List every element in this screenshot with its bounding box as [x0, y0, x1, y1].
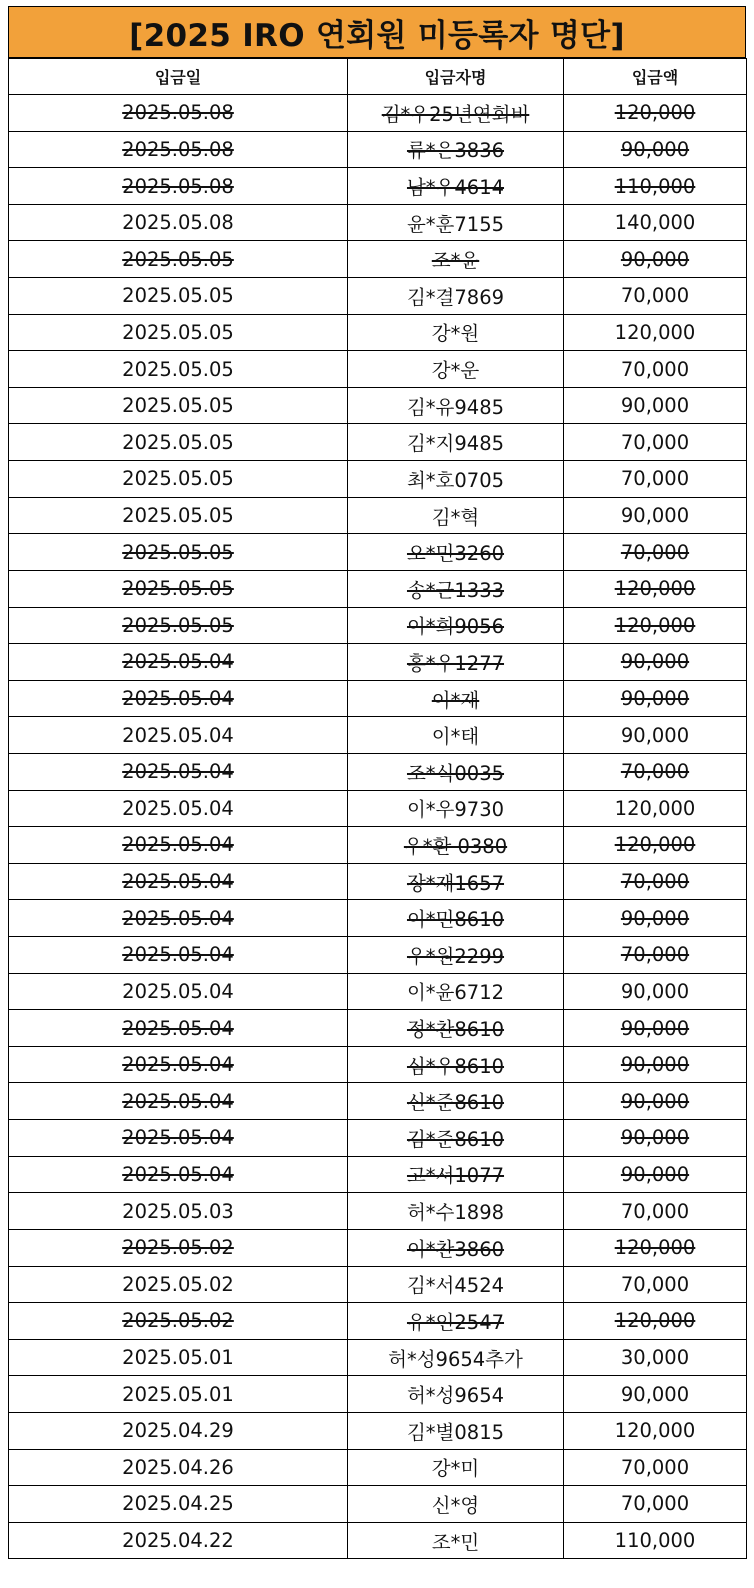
cell-date	[9, 424, 348, 461]
cell-name-text: 신*준8610	[406, 1091, 505, 1115]
cell-date-text: 2025.04.25	[122, 1492, 234, 1516]
cell-date	[9, 278, 348, 315]
table-row	[9, 351, 747, 388]
cell-date-text: 2025.05.04	[122, 723, 234, 747]
cell-amount	[564, 607, 747, 644]
cell-date-text: 2025.05.05	[122, 540, 234, 564]
cell-amount-text: 30,000	[620, 1346, 690, 1370]
cell-amount-text: 140,000	[614, 211, 696, 235]
cell-amount	[564, 1449, 747, 1486]
cell-amount	[564, 1229, 747, 1266]
cell-name-text: 이*윤6712	[406, 981, 505, 1005]
cell-amount	[564, 717, 747, 754]
cell-name	[348, 570, 564, 607]
cell-date-text: 2025.04.29	[122, 1419, 234, 1443]
cell-date-text: 2025.05.04	[122, 870, 234, 894]
cell-amount	[564, 1046, 747, 1083]
cell-name-text: 조*식0035	[406, 761, 505, 785]
cell-name	[348, 1449, 564, 1486]
cell-name	[348, 790, 564, 827]
cell-name	[348, 204, 564, 241]
cell-date	[9, 1522, 348, 1559]
cell-amount	[564, 680, 747, 717]
cell-date	[9, 570, 348, 607]
table-row	[9, 1486, 747, 1523]
cell-amount-text: 70,000	[620, 1272, 690, 1296]
cell-date-text: 2025.05.04	[122, 1126, 234, 1150]
cell-name-text: 이*희9056	[406, 615, 505, 639]
cell-amount-text: 120,000	[614, 833, 696, 857]
cell-amount	[564, 1156, 747, 1193]
cell-amount	[564, 168, 747, 205]
cell-name-text: 류*은3836	[406, 139, 505, 163]
cell-amount	[564, 1522, 747, 1559]
cell-name	[348, 1046, 564, 1083]
table-row	[9, 278, 747, 315]
cell-amount	[564, 204, 747, 241]
cell-amount-text: 70,000	[620, 467, 690, 491]
cell-date	[9, 387, 348, 424]
cell-name-text: 김*유9485	[406, 395, 505, 419]
cell-amount	[564, 1120, 747, 1157]
cell-name	[348, 1229, 564, 1266]
cell-name-text: 이*우9730	[406, 798, 505, 822]
cell-date-text: 2025.05.04	[122, 687, 234, 711]
cell-amount-text: 70,000	[620, 284, 690, 308]
cell-date	[9, 351, 348, 388]
cell-name-text: 김*서4524	[406, 1274, 505, 1298]
cell-name-text: 남*우4614	[406, 176, 505, 200]
table-row	[9, 827, 747, 864]
cell-date-text: 2025.04.22	[122, 1529, 234, 1553]
header-date: 입금일	[9, 59, 348, 95]
cell-name	[348, 534, 564, 571]
table-row	[9, 204, 747, 241]
spreadsheet	[8, 6, 746, 1559]
cell-date-text: 2025.05.02	[122, 1309, 234, 1333]
table-row	[9, 1266, 747, 1303]
cell-name	[348, 973, 564, 1010]
table-row	[9, 1010, 747, 1047]
cell-date	[9, 900, 348, 937]
cell-date	[9, 131, 348, 168]
cell-date	[9, 1229, 348, 1266]
cell-amount-text: 70,000	[620, 870, 690, 894]
cell-amount	[564, 1010, 747, 1047]
cell-amount-text: 110,000	[614, 1529, 696, 1553]
table-row	[9, 973, 747, 1010]
cell-date	[9, 717, 348, 754]
table-row	[9, 1412, 747, 1449]
cell-amount	[564, 1266, 747, 1303]
cell-name	[348, 607, 564, 644]
table-row	[9, 95, 747, 132]
cell-date-text: 2025.05.04	[122, 1016, 234, 1040]
sheet-title: [2025 IRO 연회원 미등록자 명단]	[8, 6, 746, 58]
cell-name-text: 이*찬3860	[406, 1237, 505, 1261]
table-row	[9, 570, 747, 607]
cell-amount-text: 90,000	[620, 979, 690, 1003]
cell-name-text: 조*민	[431, 1530, 480, 1554]
cell-date	[9, 1339, 348, 1376]
table-body	[9, 95, 747, 1559]
cell-name-text: 송*근1333	[406, 578, 505, 602]
cell-amount-text: 120,000	[614, 613, 696, 637]
cell-date	[9, 863, 348, 900]
cell-amount-text: 90,000	[620, 1382, 690, 1406]
table-row	[9, 241, 747, 278]
cell-date-text: 2025.05.04	[122, 833, 234, 857]
cell-amount-text: 70,000	[620, 430, 690, 454]
cell-name	[348, 1339, 564, 1376]
cell-name-text: 강*미	[431, 1457, 480, 1481]
cell-name-text: 이*민8610	[406, 908, 505, 932]
cell-date	[9, 204, 348, 241]
cell-date-text: 2025.05.08	[122, 211, 234, 235]
table-row	[9, 717, 747, 754]
table-row	[9, 1376, 747, 1413]
cell-name	[348, 1120, 564, 1157]
cell-name-text: 조*윤	[431, 249, 480, 273]
cell-amount-text: 90,000	[620, 504, 690, 527]
cell-name-text: 신*영	[431, 1493, 480, 1517]
cell-name-text: 이*태	[431, 725, 480, 749]
cell-name-text: 김*결7869	[406, 285, 505, 309]
cell-date-text: 2025.05.04	[122, 979, 234, 1003]
cell-name-text: 허*수1898	[406, 1201, 505, 1225]
cell-name-text: 김*지9485	[406, 432, 505, 456]
cell-name-text: 김*별0815	[406, 1420, 505, 1444]
cell-date-text: 2025.05.03	[122, 1199, 234, 1223]
header-name: 입금자명	[348, 59, 564, 95]
table-row	[9, 1156, 747, 1193]
cell-amount-text: 110,000	[614, 174, 696, 198]
cell-amount	[564, 900, 747, 937]
cell-date-text: 2025.05.04	[122, 760, 234, 784]
cell-amount	[564, 1412, 747, 1449]
table-row	[9, 1120, 747, 1157]
cell-name	[348, 717, 564, 754]
cell-name-text: 우*환 0380	[403, 834, 508, 858]
cell-date	[9, 168, 348, 205]
table-row	[9, 937, 747, 974]
cell-date-text: 2025.04.26	[122, 1455, 234, 1479]
cell-amount-text: 90,000	[620, 650, 690, 674]
cell-name-text: 홍*우1277	[406, 651, 505, 675]
cell-amount	[564, 753, 747, 790]
cell-date	[9, 497, 348, 534]
cell-amount	[564, 314, 747, 351]
cell-date	[9, 314, 348, 351]
cell-amount	[564, 827, 747, 864]
cell-amount	[564, 863, 747, 900]
cell-name-text: 김*혁	[431, 505, 480, 529]
cell-name-text: 김*우25년연회비	[381, 102, 530, 126]
cell-name	[348, 827, 564, 864]
cell-amount-text: 90,000	[620, 1053, 690, 1077]
cell-amount	[564, 973, 747, 1010]
cell-amount	[564, 387, 747, 424]
cell-date	[9, 753, 348, 790]
cell-name	[348, 1156, 564, 1193]
cell-name-text: 허*성9654	[406, 1384, 505, 1408]
cell-date-text: 2025.05.04	[122, 650, 234, 674]
table-row	[9, 534, 747, 571]
cell-date	[9, 1083, 348, 1120]
cell-date-text: 2025.05.05	[122, 284, 234, 308]
cell-amount	[564, 937, 747, 974]
cell-amount	[564, 790, 747, 827]
table-row	[9, 314, 747, 351]
cell-name	[348, 1083, 564, 1120]
cell-amount-text: 70,000	[620, 540, 690, 564]
cell-name	[348, 680, 564, 717]
cell-date	[9, 827, 348, 864]
cell-date	[9, 1376, 348, 1413]
table-row	[9, 1339, 747, 1376]
cell-date-text: 2025.05.01	[122, 1382, 234, 1406]
cell-name	[348, 314, 564, 351]
cell-date-text: 2025.05.05	[122, 247, 234, 271]
cell-name	[348, 424, 564, 461]
cell-date	[9, 790, 348, 827]
cell-name	[348, 131, 564, 168]
cell-name-text: 강*운	[431, 359, 480, 383]
cell-name-text: 강*원	[431, 322, 480, 346]
cell-date-text: 2025.05.04	[122, 796, 234, 820]
table-row	[9, 1522, 747, 1559]
table-row	[9, 900, 747, 937]
cell-name-text: 이*재	[431, 688, 480, 712]
cell-date	[9, 1449, 348, 1486]
cell-amount	[564, 1303, 747, 1340]
cell-name-text: 오*민3260	[406, 542, 505, 566]
cell-date	[9, 1120, 348, 1157]
cell-name-text: 우*원2299	[406, 944, 505, 968]
cell-name	[348, 1412, 564, 1449]
cell-name	[348, 937, 564, 974]
cell-name	[348, 1522, 564, 1559]
cell-amount-text: 120,000	[614, 1236, 696, 1260]
cell-date-text: 2025.05.04	[122, 1053, 234, 1077]
cell-date	[9, 1010, 348, 1047]
table-row	[9, 1193, 747, 1230]
cell-amount-text: 90,000	[620, 394, 690, 418]
deposit-table	[8, 58, 747, 1559]
cell-amount	[564, 351, 747, 388]
cell-name-text: 윤*훈7155	[406, 212, 505, 236]
cell-date-text: 2025.05.04	[122, 943, 234, 967]
cell-date	[9, 95, 348, 132]
cell-name-text: 최*호0705	[406, 468, 505, 492]
table-row	[9, 790, 747, 827]
cell-date	[9, 1266, 348, 1303]
cell-date-text: 2025.05.05	[122, 504, 234, 527]
cell-name-text: 장*재1657	[406, 871, 505, 895]
cell-date-text: 2025.05.05	[122, 430, 234, 454]
table-row	[9, 387, 747, 424]
cell-name	[348, 1303, 564, 1340]
header-amount: 입금액	[564, 59, 747, 95]
table-row	[9, 1046, 747, 1083]
cell-amount-text: 70,000	[620, 1455, 690, 1479]
cell-date	[9, 461, 348, 498]
table-row	[9, 1449, 747, 1486]
cell-date-text: 2025.05.05	[122, 467, 234, 491]
cell-amount-text: 120,000	[614, 1419, 696, 1443]
cell-amount-text: 90,000	[620, 1016, 690, 1040]
cell-name	[348, 1376, 564, 1413]
cell-amount	[564, 497, 747, 534]
cell-name	[348, 497, 564, 534]
cell-date-text: 2025.05.08	[122, 137, 234, 161]
cell-amount	[564, 1486, 747, 1523]
cell-amount-text: 90,000	[620, 687, 690, 711]
cell-amount	[564, 241, 747, 278]
cell-date	[9, 680, 348, 717]
cell-amount-text: 120,000	[614, 796, 696, 820]
cell-amount-text: 90,000	[620, 1126, 690, 1150]
cell-amount	[564, 278, 747, 315]
cell-amount-text: 120,000	[614, 1309, 696, 1333]
cell-amount	[564, 1339, 747, 1376]
cell-amount	[564, 1376, 747, 1413]
cell-amount	[564, 644, 747, 681]
table-row	[9, 1083, 747, 1120]
cell-name	[348, 1266, 564, 1303]
cell-date-text: 2025.05.05	[122, 613, 234, 637]
cell-name-text: 심*우8610	[406, 1054, 505, 1078]
cell-amount-text: 70,000	[620, 943, 690, 967]
cell-amount-text: 70,000	[620, 357, 690, 381]
cell-amount	[564, 534, 747, 571]
cell-name	[348, 461, 564, 498]
cell-amount-text: 120,000	[614, 577, 696, 601]
table-row	[9, 497, 747, 534]
cell-date-text: 2025.05.05	[122, 357, 234, 381]
cell-date	[9, 644, 348, 681]
cell-name	[348, 387, 564, 424]
cell-amount	[564, 461, 747, 498]
cell-amount-text: 90,000	[620, 723, 690, 747]
table-row	[9, 424, 747, 461]
table-row	[9, 753, 747, 790]
cell-date	[9, 973, 348, 1010]
cell-name	[348, 900, 564, 937]
cell-amount	[564, 1193, 747, 1230]
cell-date	[9, 1486, 348, 1523]
cell-date	[9, 241, 348, 278]
cell-date-text: 2025.05.05	[122, 577, 234, 601]
table-row	[9, 461, 747, 498]
cell-date-text: 2025.05.01	[122, 1346, 234, 1370]
header-row	[9, 59, 747, 95]
cell-name	[348, 168, 564, 205]
cell-amount	[564, 95, 747, 132]
cell-date-text: 2025.05.04	[122, 1089, 234, 1113]
cell-amount-text: 90,000	[620, 137, 690, 161]
cell-amount	[564, 570, 747, 607]
cell-date	[9, 1046, 348, 1083]
cell-amount	[564, 131, 747, 168]
cell-date-text: 2025.05.05	[122, 394, 234, 418]
cell-date-text: 2025.05.08	[122, 174, 234, 198]
cell-name-text: 정*찬8610	[406, 1018, 505, 1042]
cell-name	[348, 1486, 564, 1523]
table-row	[9, 168, 747, 205]
cell-name	[348, 1010, 564, 1047]
cell-amount-text: 70,000	[620, 760, 690, 784]
cell-name	[348, 351, 564, 388]
cell-date	[9, 1412, 348, 1449]
cell-name	[348, 278, 564, 315]
cell-name	[348, 95, 564, 132]
cell-amount	[564, 424, 747, 461]
cell-date-text: 2025.05.08	[122, 101, 234, 125]
cell-amount-text: 90,000	[620, 1089, 690, 1113]
cell-amount-text: 90,000	[620, 906, 690, 930]
table-row	[9, 131, 747, 168]
table-row	[9, 1229, 747, 1266]
cell-name-text: 김*준8610	[406, 1127, 505, 1151]
cell-name	[348, 241, 564, 278]
cell-date	[9, 937, 348, 974]
cell-date-text: 2025.05.02	[122, 1272, 234, 1296]
cell-name	[348, 1193, 564, 1230]
cell-amount	[564, 1083, 747, 1120]
cell-date	[9, 1193, 348, 1230]
cell-date	[9, 607, 348, 644]
table-row	[9, 680, 747, 717]
table-row	[9, 644, 747, 681]
cell-amount-text: 90,000	[620, 247, 690, 271]
cell-amount-text: 120,000	[614, 101, 696, 125]
table-row	[9, 863, 747, 900]
cell-name	[348, 753, 564, 790]
cell-amount-text: 70,000	[620, 1492, 690, 1516]
table-row	[9, 1303, 747, 1340]
cell-date-text: 2025.05.04	[122, 1162, 234, 1186]
cell-name	[348, 644, 564, 681]
cell-amount-text: 90,000	[620, 1162, 690, 1186]
table-row	[9, 607, 747, 644]
cell-name	[348, 863, 564, 900]
cell-date	[9, 1303, 348, 1340]
cell-name-text: 유*인2547	[406, 1310, 505, 1334]
cell-date	[9, 1156, 348, 1193]
cell-amount-text: 70,000	[620, 1199, 690, 1223]
cell-date-text: 2025.05.04	[122, 906, 234, 930]
cell-date-text: 2025.05.02	[122, 1236, 234, 1260]
cell-date	[9, 534, 348, 571]
cell-date-text: 2025.05.05	[122, 320, 234, 344]
cell-name-text: 고*서1077	[406, 1164, 505, 1188]
cell-name-text: 허*성9654추가	[388, 1347, 523, 1371]
cell-amount-text: 120,000	[614, 320, 696, 344]
